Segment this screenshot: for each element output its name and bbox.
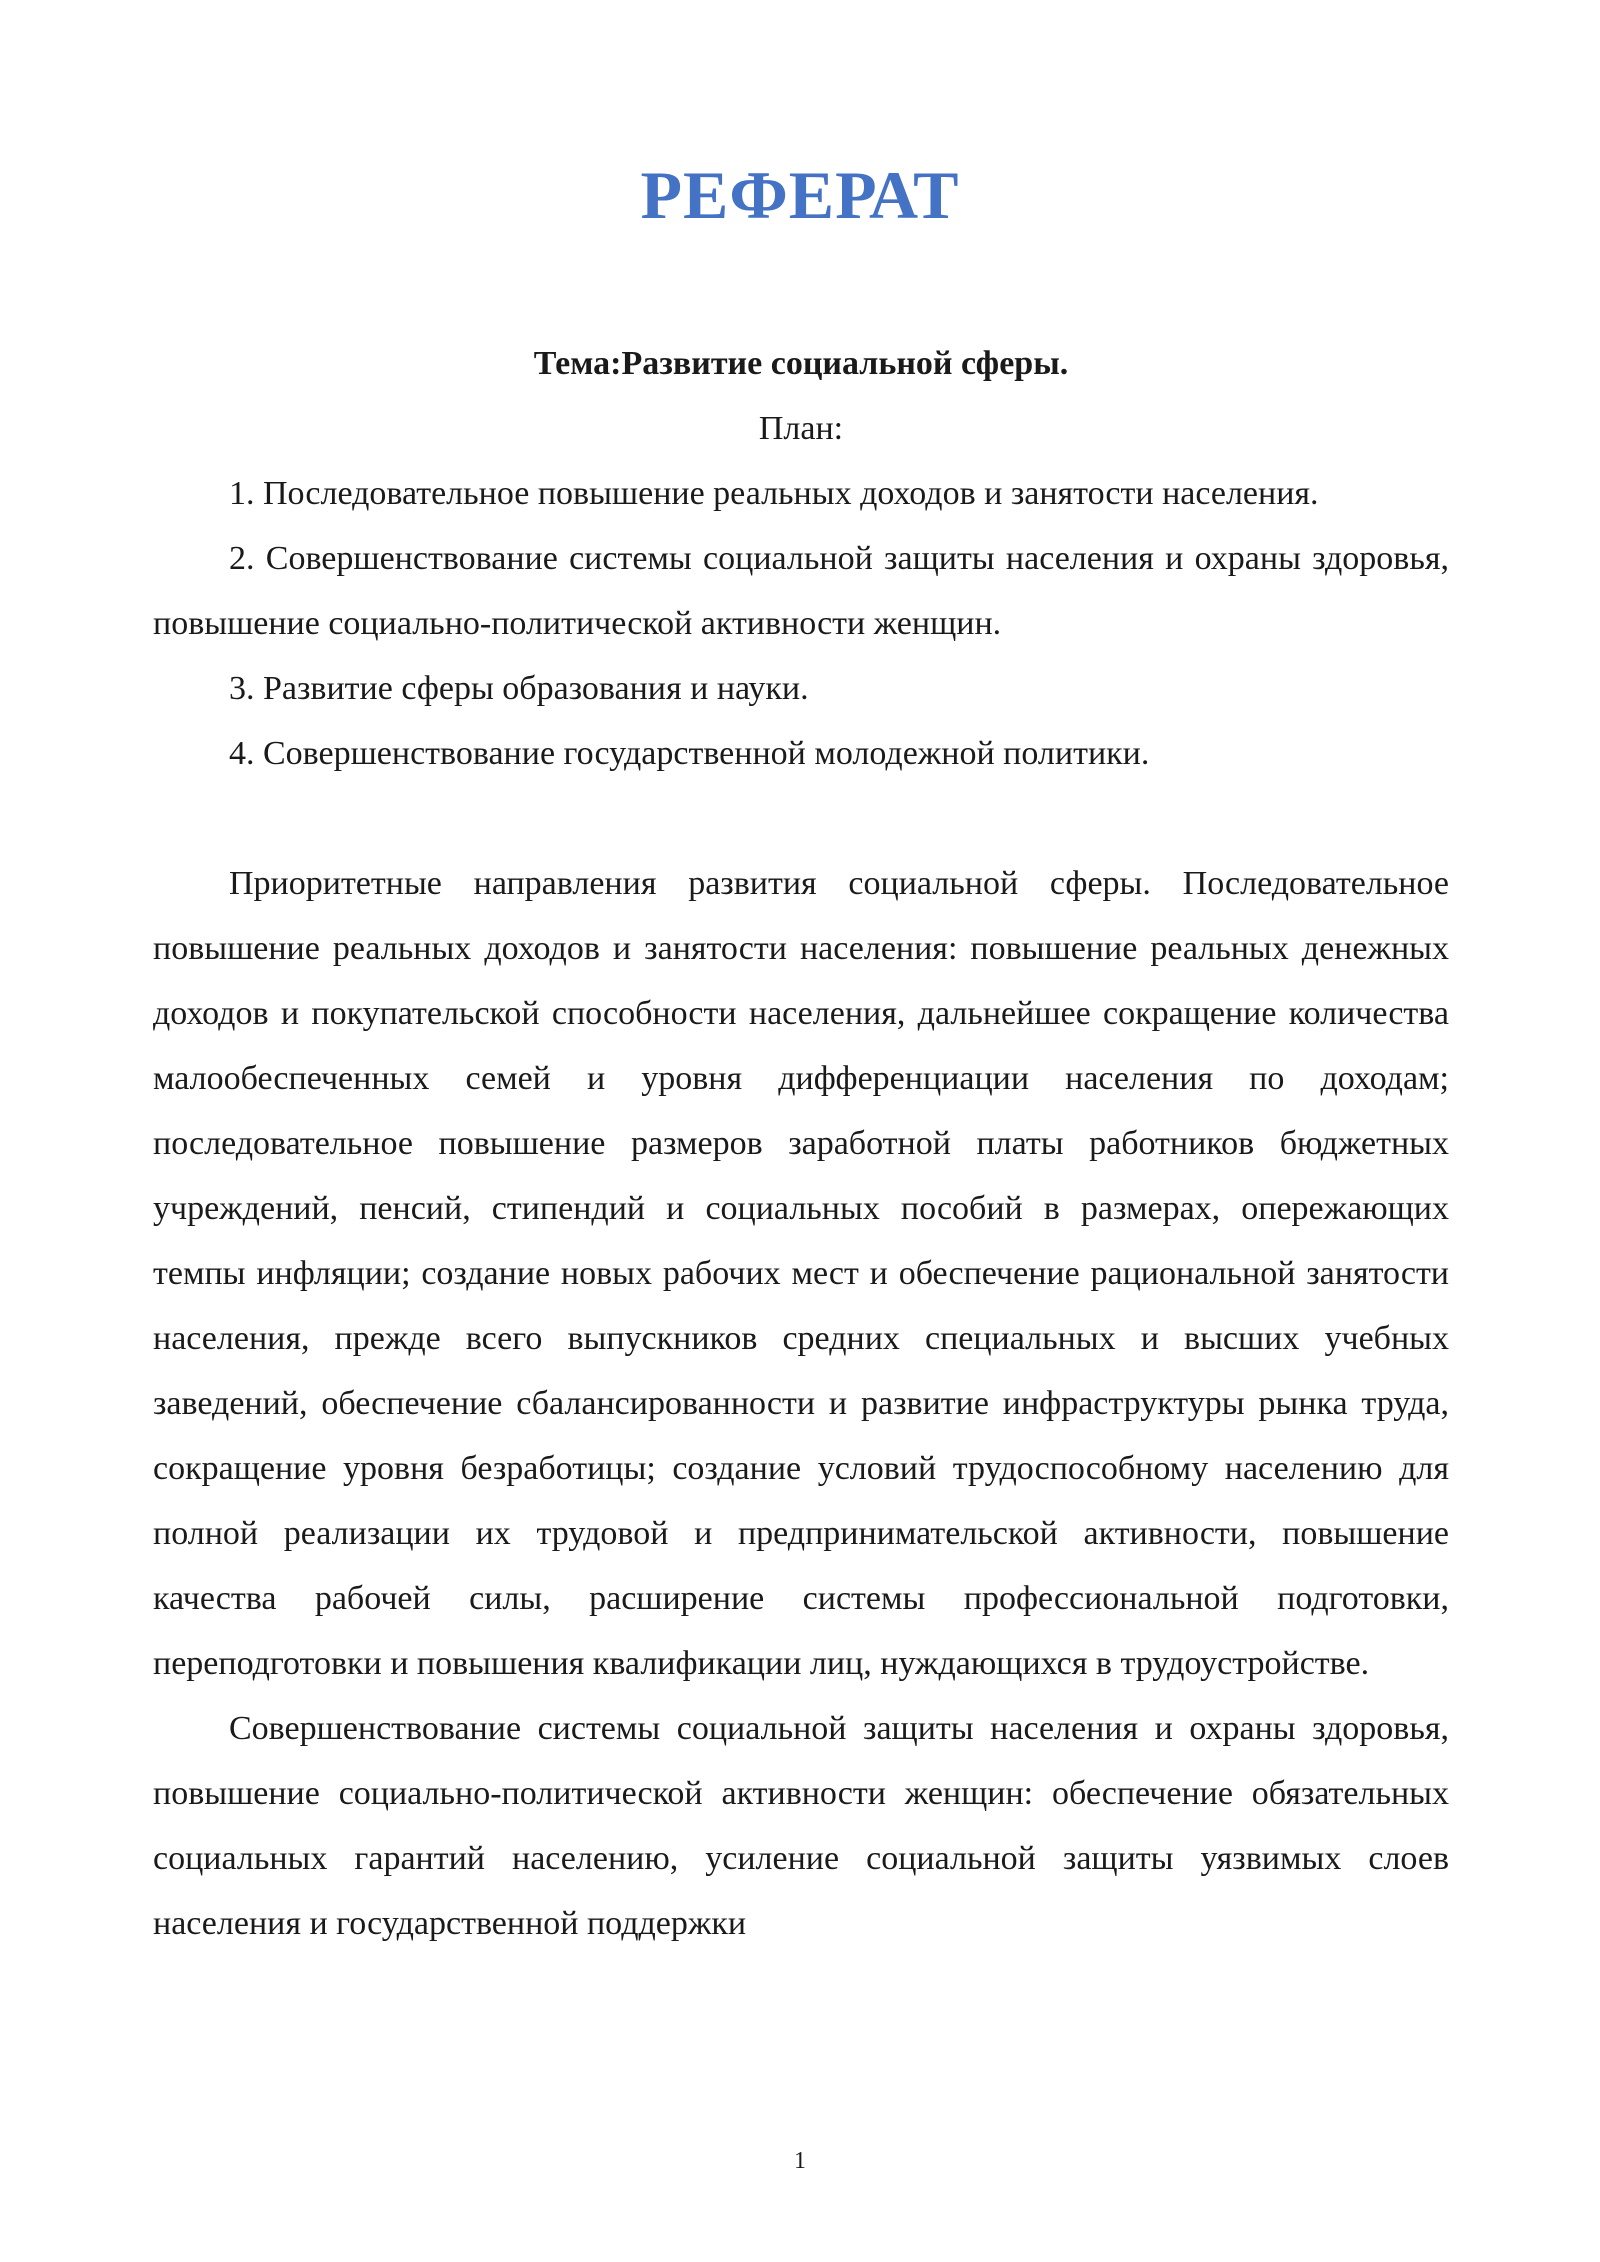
page-number: 1 — [794, 2148, 806, 2174]
plan-label: План: — [758, 410, 844, 447]
blank-line — [153, 786, 1449, 851]
plan-item: 3. Развитие сферы образования и науки. — [229, 670, 809, 707]
body-paragraph: Совершенствование системы социальной защиты населения и охраны здоровья, повышение социально-политической активности женщин: обеспечение обязательных социальных гарантий населению, усиление социальной защиты уязвимых слоев населения и государственной поддержки — [153, 1710, 1449, 1942]
plan-item: 2. Совершенствование системы социальной защиты населения и охраны здоровья, повышение социально-политической активности женщин. — [153, 540, 1449, 642]
plan-item: 1. Последовательное повышение реальных доходов и занятости населения. — [229, 475, 1319, 512]
body-paragraph: Приоритетные направления развития социальной сферы. Последовательное повышение реальных доходов и занятости населения: повышение реальных денежных доходов и покупательской способности населения, дальнейшее сокращение количества малообеспеченных семей и уровня дифференциации населения по доходам; последовательное повышение размеров заработной платы работников бюджетных учреждений, пенсий, стипендий и социальных пособий в размерах, опережающих темпы инфляции; создание новых рабочих мест и обеспечение рациональной занятости населения, прежде всего выпускников средних специальных и высших учебных заведений, обеспечение сбалансированности и развитие инфраструктуры рынка труда, сокращение уровня безработицы; создание условий трудоспособному населению для полной реализации их трудовой и предпринимательской активности, повышение качества рабочей силы, расширение системы профессиональной подготовки, переподготовки и повышения квалификации лиц, нуждающихся в трудоустройстве. — [153, 865, 1449, 1682]
topic-heading: Тема:Развитие социальной сферы. — [533, 345, 1069, 382]
plan-item: 4. Совершенствование государственной молодежной политики. — [229, 735, 1150, 772]
document-title: РЕФЕРАТ — [640, 157, 960, 233]
document-body — [153, 331, 1449, 1956]
